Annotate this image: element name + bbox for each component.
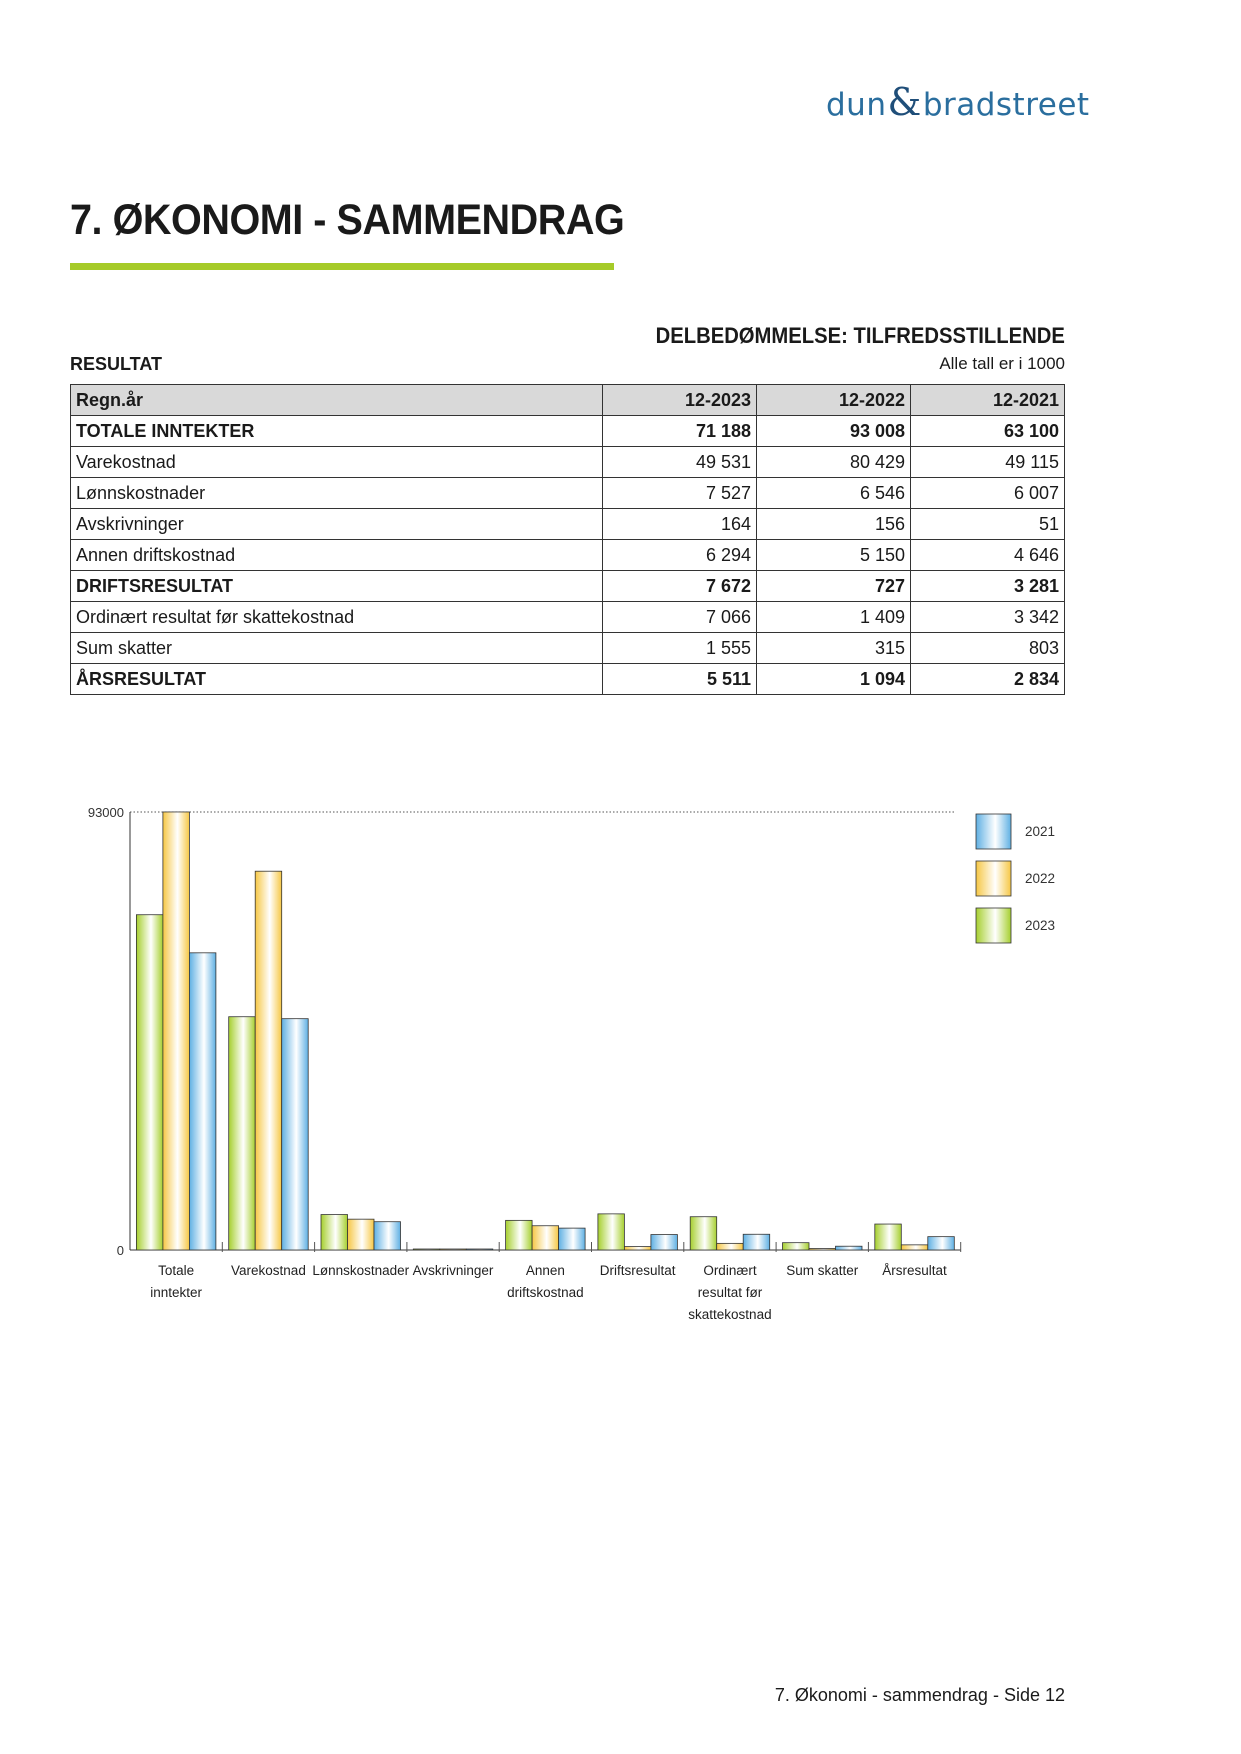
table-row bbox=[71, 478, 1065, 509]
result-table bbox=[70, 384, 1065, 695]
x-tick-label: resultat før bbox=[697, 1285, 763, 1300]
table-row bbox=[71, 571, 1065, 602]
bar-2021 bbox=[928, 1237, 955, 1250]
bar-2021 bbox=[466, 1249, 493, 1250]
bar-2022 bbox=[163, 812, 190, 1250]
bar-2022 bbox=[901, 1245, 928, 1250]
row-label: Avskrivninger bbox=[71, 509, 603, 540]
bar-2022 bbox=[809, 1249, 836, 1250]
legend-swatch-2021 bbox=[976, 814, 1011, 849]
bar-2023 bbox=[783, 1243, 810, 1250]
row-value: 7 672 bbox=[603, 571, 757, 602]
row-value: 93 008 bbox=[757, 416, 911, 447]
logo-text-dun: dun bbox=[826, 87, 887, 123]
row-value: 6 294 bbox=[603, 540, 757, 571]
bar-2022 bbox=[255, 871, 282, 1250]
row-label: Sum skatter bbox=[71, 633, 603, 664]
table-row bbox=[71, 509, 1065, 540]
logo-text-bradstreet: bradstreet bbox=[922, 87, 1090, 123]
table-row bbox=[71, 664, 1065, 695]
row-value: 727 bbox=[757, 571, 911, 602]
x-tick-label: Lønnskostnader bbox=[312, 1263, 410, 1278]
x-tick-label: Varekostnad bbox=[231, 1263, 306, 1278]
row-value: 2 834 bbox=[911, 664, 1065, 695]
row-value: 1 409 bbox=[757, 602, 911, 633]
row-label: TOTALE INNTEKTER bbox=[71, 416, 603, 447]
bar-2023 bbox=[136, 915, 163, 1250]
table-row bbox=[71, 633, 1065, 664]
row-value: 80 429 bbox=[757, 447, 911, 478]
table-header-row bbox=[71, 385, 1065, 416]
bar-2023 bbox=[506, 1220, 532, 1250]
bar-2022 bbox=[624, 1247, 651, 1250]
row-value: 5 150 bbox=[757, 540, 911, 571]
row-label: ÅRSRESULTAT bbox=[71, 664, 603, 695]
legend-label: 2023 bbox=[1025, 918, 1056, 933]
row-value: 156 bbox=[757, 509, 911, 540]
x-tick-label: inntekter bbox=[150, 1285, 203, 1300]
legend-swatch-2023 bbox=[976, 908, 1011, 943]
header-2021: 12-2021 bbox=[911, 385, 1065, 416]
row-value: 315 bbox=[757, 633, 911, 664]
row-value: 6 007 bbox=[911, 478, 1065, 509]
row-label: DRIFTSRESULTAT bbox=[71, 571, 603, 602]
unit-note: Alle tall er i 1000 bbox=[939, 354, 1065, 373]
row-value: 164 bbox=[603, 509, 757, 540]
bar-2021 bbox=[189, 953, 216, 1250]
bar-2021 bbox=[743, 1234, 770, 1250]
header-year-label: Regn.år bbox=[71, 385, 603, 416]
x-tick-label: skattekostnad bbox=[688, 1307, 772, 1322]
title-underline bbox=[70, 263, 614, 270]
x-tick-label: Ordinært bbox=[703, 1263, 757, 1278]
y-tick-label: 0 bbox=[116, 1243, 124, 1258]
bar-2023 bbox=[875, 1224, 902, 1250]
row-value: 4 646 bbox=[911, 540, 1065, 571]
bar-2021 bbox=[836, 1246, 863, 1250]
row-value: 3 342 bbox=[911, 602, 1065, 633]
bar-2022 bbox=[440, 1249, 467, 1250]
table-row bbox=[71, 602, 1065, 633]
dun-bradstreet-logo bbox=[826, 80, 1090, 124]
bar-2021 bbox=[282, 1019, 309, 1250]
legend-label: 2022 bbox=[1025, 871, 1056, 886]
section-label: RESULTAT bbox=[70, 354, 162, 374]
row-label: Annen driftskostnad bbox=[71, 540, 603, 571]
row-value: 63 100 bbox=[911, 416, 1065, 447]
row-value: 6 546 bbox=[757, 478, 911, 509]
legend-swatch-2022 bbox=[976, 861, 1011, 896]
bar-2023 bbox=[690, 1217, 717, 1250]
page-title: 7. ØKONOMI - SAMMENDRAG bbox=[70, 196, 625, 244]
row-value: 71 188 bbox=[603, 416, 757, 447]
row-value: 49 531 bbox=[603, 447, 757, 478]
page-footer: 7. Økonomi - sammendrag - Side 12 bbox=[774, 1685, 1065, 1705]
x-tick-label: Totale bbox=[158, 1263, 195, 1278]
table-row bbox=[71, 540, 1065, 571]
row-value: 7 527 bbox=[603, 478, 757, 509]
x-tick-label: Avskrivninger bbox=[412, 1263, 494, 1278]
bar-2021 bbox=[374, 1222, 401, 1250]
row-value: 803 bbox=[911, 633, 1065, 664]
bar-2021 bbox=[559, 1228, 586, 1250]
row-value: 1 555 bbox=[603, 633, 757, 664]
logo-ampersand: & bbox=[887, 80, 922, 124]
row-label: Varekostnad bbox=[71, 447, 603, 478]
header-2022: 12-2022 bbox=[757, 385, 911, 416]
bar-2022 bbox=[717, 1243, 744, 1250]
bar-2021 bbox=[651, 1235, 678, 1250]
row-value: 7 066 bbox=[603, 602, 757, 633]
legend-label: 2021 bbox=[1025, 824, 1056, 839]
row-value: 51 bbox=[911, 509, 1065, 540]
row-label: Lønnskostnader bbox=[71, 478, 603, 509]
header-2023: 12-2023 bbox=[603, 385, 757, 416]
x-tick-label: Sum skatter bbox=[786, 1263, 859, 1278]
result-bar-chart bbox=[0, 790, 1241, 1350]
bar-2022 bbox=[348, 1219, 375, 1250]
rating-heading: DELBEDØMMELSE: TILFREDSSTILLENDE bbox=[655, 323, 1065, 348]
table-body bbox=[71, 416, 1065, 695]
x-tick-label: Annen bbox=[525, 1263, 565, 1278]
row-value: 3 281 bbox=[911, 571, 1065, 602]
row-value: 1 094 bbox=[757, 664, 911, 695]
x-tick-label: driftskostnad bbox=[507, 1285, 584, 1300]
row-value: 49 115 bbox=[911, 447, 1065, 478]
row-label: Ordinært resultat før skattekostnad bbox=[71, 602, 603, 633]
row-value: 5 511 bbox=[603, 664, 757, 695]
table-row bbox=[71, 416, 1065, 447]
bar-2023 bbox=[321, 1215, 348, 1250]
bar-2022 bbox=[532, 1226, 559, 1250]
table-row bbox=[71, 447, 1065, 478]
y-tick-label: 93000 bbox=[87, 805, 124, 820]
bar-2023 bbox=[598, 1214, 625, 1250]
bar-2023 bbox=[413, 1249, 440, 1250]
x-tick-label: Årsresultat bbox=[882, 1263, 947, 1278]
bar-2023 bbox=[229, 1017, 256, 1250]
x-tick-label: Driftsresultat bbox=[599, 1263, 676, 1278]
